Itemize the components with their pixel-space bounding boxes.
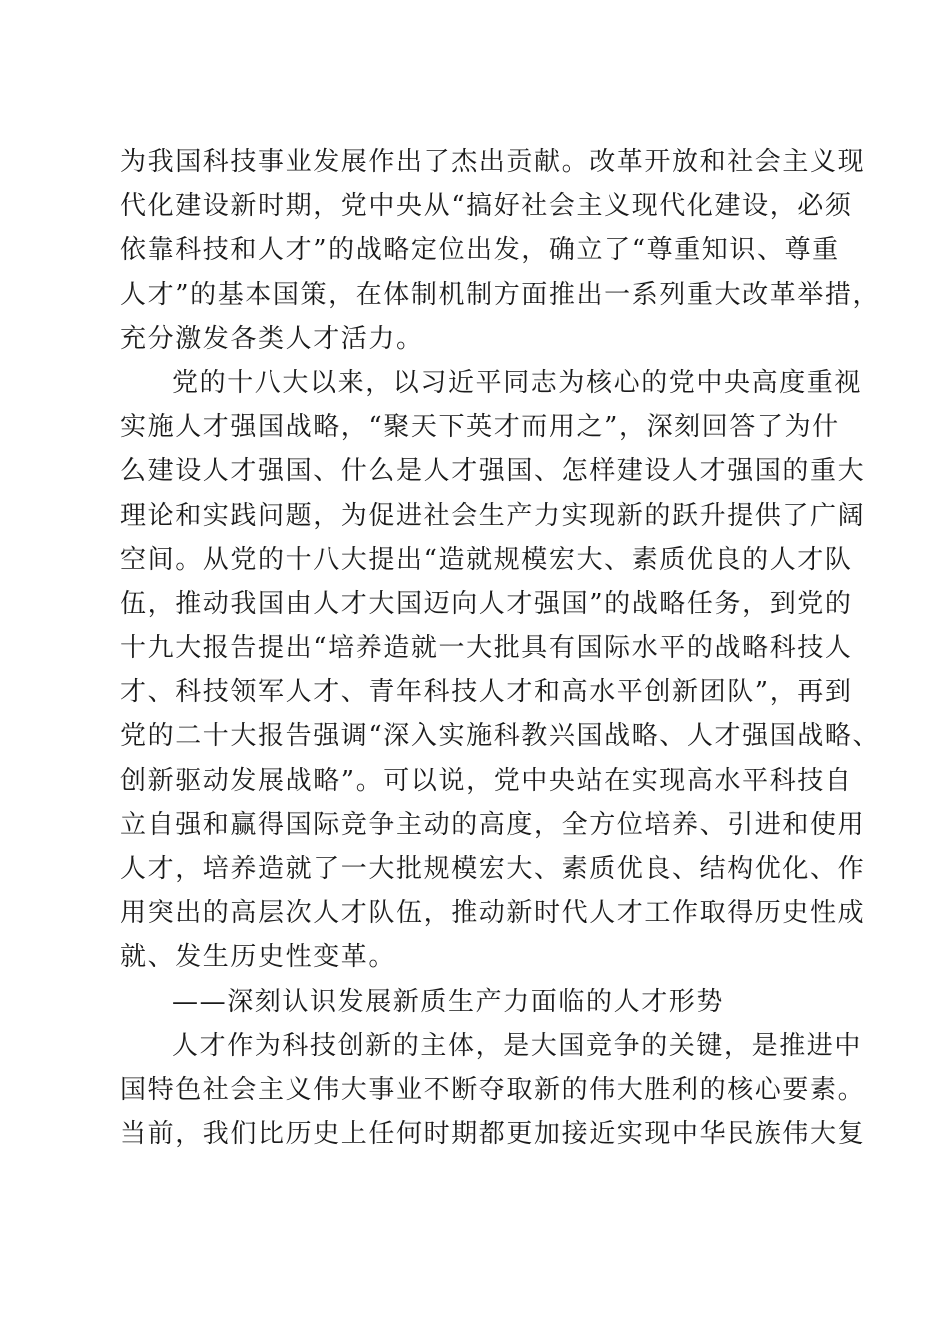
paragraph-line: 依靠科技和人才”的战略定位出发，确立了“尊重知识、尊重 bbox=[120, 235, 840, 266]
paragraph-line: 创新驱动发展战略”。可以说，党中央站在实现高水平科技自 bbox=[120, 765, 853, 796]
paragraph-line: 么建设人才强国、什么是人才强国、怎样建设人才强国的重大 bbox=[120, 456, 866, 487]
paragraph-line: 党的十八大以来，以习近平同志为核心的党中央高度重视 bbox=[172, 367, 863, 398]
paragraph-line: 充分激发各类人才活力。 bbox=[120, 323, 424, 354]
paragraph-line: 国特色社会主义伟大事业不断夺取新的伟大胜利的核心要素。 bbox=[120, 1074, 866, 1105]
paragraph-line: 立自强和赢得国际竞争主动的高度，全方位培养、引进和使用 bbox=[120, 809, 866, 840]
paragraph-line: 就、发生历史性变革。 bbox=[120, 942, 397, 973]
paragraph-line: 代化建设新时期，党中央从“搞好社会主义现代化建设，必须 bbox=[120, 191, 853, 222]
paragraph-line: 人才”的基本国策，在体制机制方面推出一系列重大改革举措， bbox=[120, 279, 881, 310]
paragraph-line: 伍，推动我国由人才大国迈向人才强国”的战略任务，到党的 bbox=[120, 588, 853, 619]
paragraph-line: 理论和实践问题，为促进社会生产力实现新的跃升提供了广阔 bbox=[120, 500, 866, 531]
paragraph-line: 用突出的高层次人才队伍，推动新时代人才工作取得历史性成 bbox=[120, 898, 866, 929]
paragraph-line: 人才，培养造就了一大批规模宏大、素质优良、结构优化、作 bbox=[120, 854, 866, 884]
paragraph-line: 当前，我们比历史上任何时期都更加接近实现中华民族伟大复 bbox=[120, 1119, 866, 1150]
paragraph-line: 人才作为科技创新的主体，是大国竞争的关键，是推进中 bbox=[172, 1030, 863, 1061]
paragraph-line: 才、科技领军人才、青年科技人才和高水平创新团队”，再到 bbox=[120, 677, 853, 708]
paragraph-line: 党的二十大报告强调“深入实施科教兴国战略、人才强国战略、 bbox=[120, 721, 881, 752]
paragraph-line: 实施人才强国战略，“聚天下英才而用之”，深刻回答了为什 bbox=[120, 412, 840, 443]
paragraph-line: 十九大报告提出“培养造就一大批具有国际水平的战略科技人 bbox=[120, 633, 853, 664]
body-text bbox=[120, 140, 881, 1156]
paragraph-line: 空间。从党的十八大提出“造就规模宏大、素质优良的人才队 bbox=[120, 544, 853, 575]
section-heading: ——深刻认识发展新质生产力面临的人才形势 bbox=[172, 986, 725, 1017]
paragraph-line: 为我国科技事业发展作出了杰出贡献。改革开放和社会主义现 bbox=[120, 147, 866, 177]
